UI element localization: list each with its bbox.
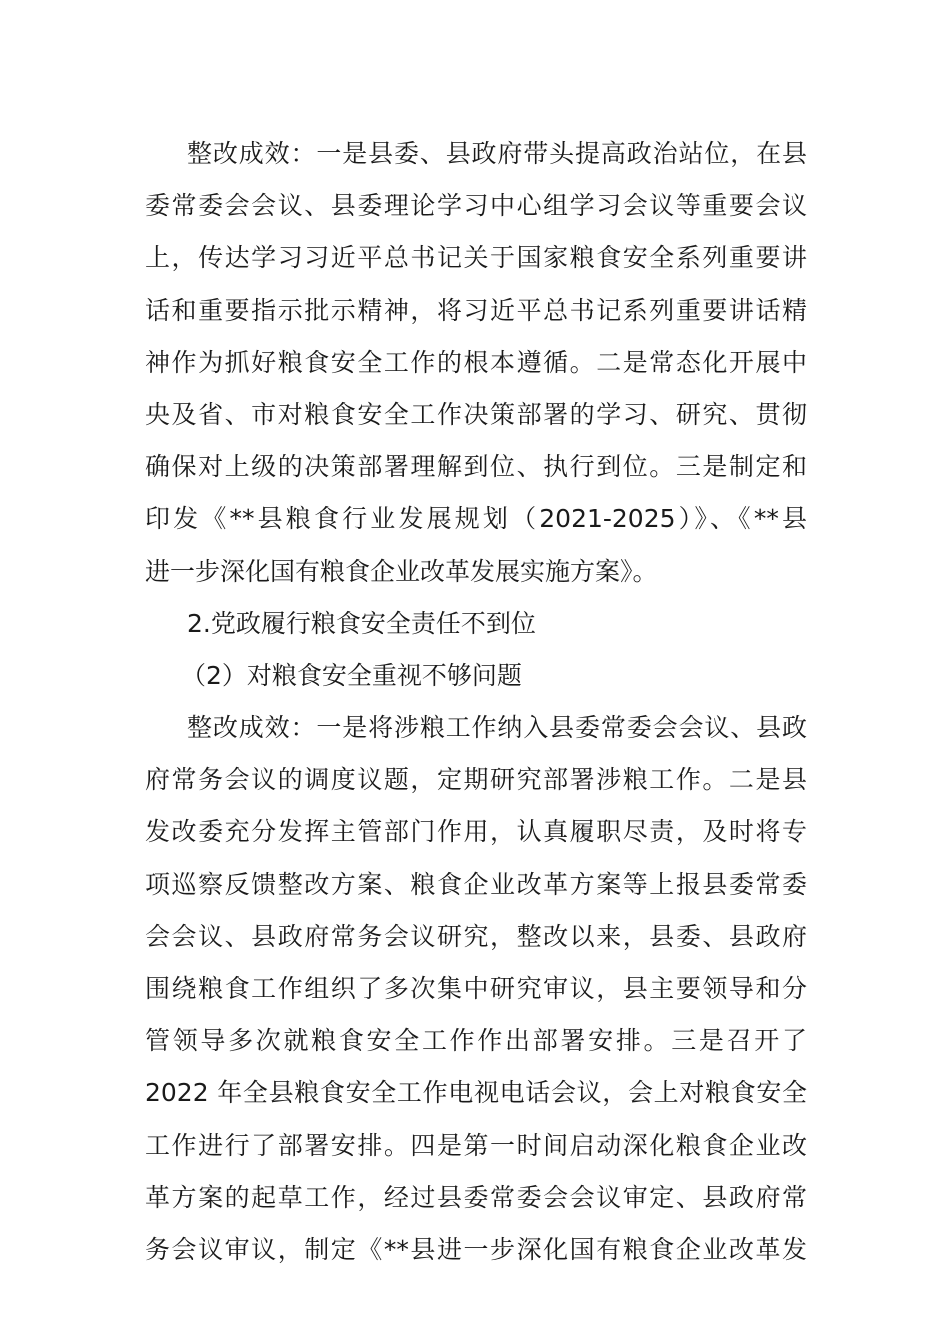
text-line: 央及省、市对粮食安全工作决策部署的学习、研究、贯彻 <box>145 399 807 429</box>
text-line: 整改成效：一是将涉粮工作纳入县委常委会会议、县政 <box>187 713 807 743</box>
text-line: 神作为抓好粮食安全工作的根本遵循。二是常态化开展中 <box>145 347 807 377</box>
text-line: 进一步深化国有粮食企业改革发展实施方案》。 <box>145 556 658 586</box>
text-line: 上，传达学习习近平总书记关于国家粮食安全系列重要讲 <box>145 243 807 273</box>
text-line: 府常务会议的调度议题，定期研究部署涉粮工作。二是县 <box>145 765 807 795</box>
text-line: 委常委会会议、县委理论学习中心组学习会议等重要会议 <box>145 191 807 221</box>
text-line: 工作进行了部署安排。四是第一时间启动深化粮食企业改 <box>145 1130 807 1160</box>
text-line: 确保对上级的决策部署理解到位、执行到位。三是制定和 <box>145 452 807 482</box>
paragraph-rectification-results-2 <box>145 702 807 1276</box>
document-page <box>145 128 807 1276</box>
text-line: 革方案的起草工作，经过县委常委会会议审定、县政府常 <box>145 1182 807 1212</box>
section-heading: 2.党政履行粮食安全责任不到位 <box>187 608 536 638</box>
text-line: 项巡察反馈整改方案、粮食企业改革方案等上报县委常委 <box>145 869 807 899</box>
text-line: 发改委充分发挥主管部门作用，认真履职尽责，及时将专 <box>145 817 807 847</box>
text-line: 务会议审议，制定《**县进一步深化国有粮食企业改革发 <box>145 1234 807 1264</box>
text-line: 印发《**县粮食行业发展规划（2021-2025）》、《**县 <box>145 504 807 534</box>
text-line: 整改成效：一是县委、县政府带头提高政治站位，在县 <box>187 139 807 168</box>
text-line: 会会议、县政府常务会议研究，整改以来，县委、县政府 <box>145 921 807 951</box>
text-line: 管领导多次就粮食安全工作作出部署安排。三是召开了 <box>145 1026 807 1056</box>
subsection-heading: （2）对粮食安全重视不够问题 <box>181 660 522 690</box>
text-line: 围绕粮食工作组织了多次集中研究审议，县主要领导和分 <box>145 974 807 1003</box>
text-line: 2022 年全县粮食安全工作电视电话会议，会上对粮食安全 <box>145 1078 807 1108</box>
text-line: 话和重要指示批示精神，将习近平总书记系列重要讲话精 <box>145 295 807 325</box>
paragraph-rectification-results-1 <box>145 128 807 598</box>
